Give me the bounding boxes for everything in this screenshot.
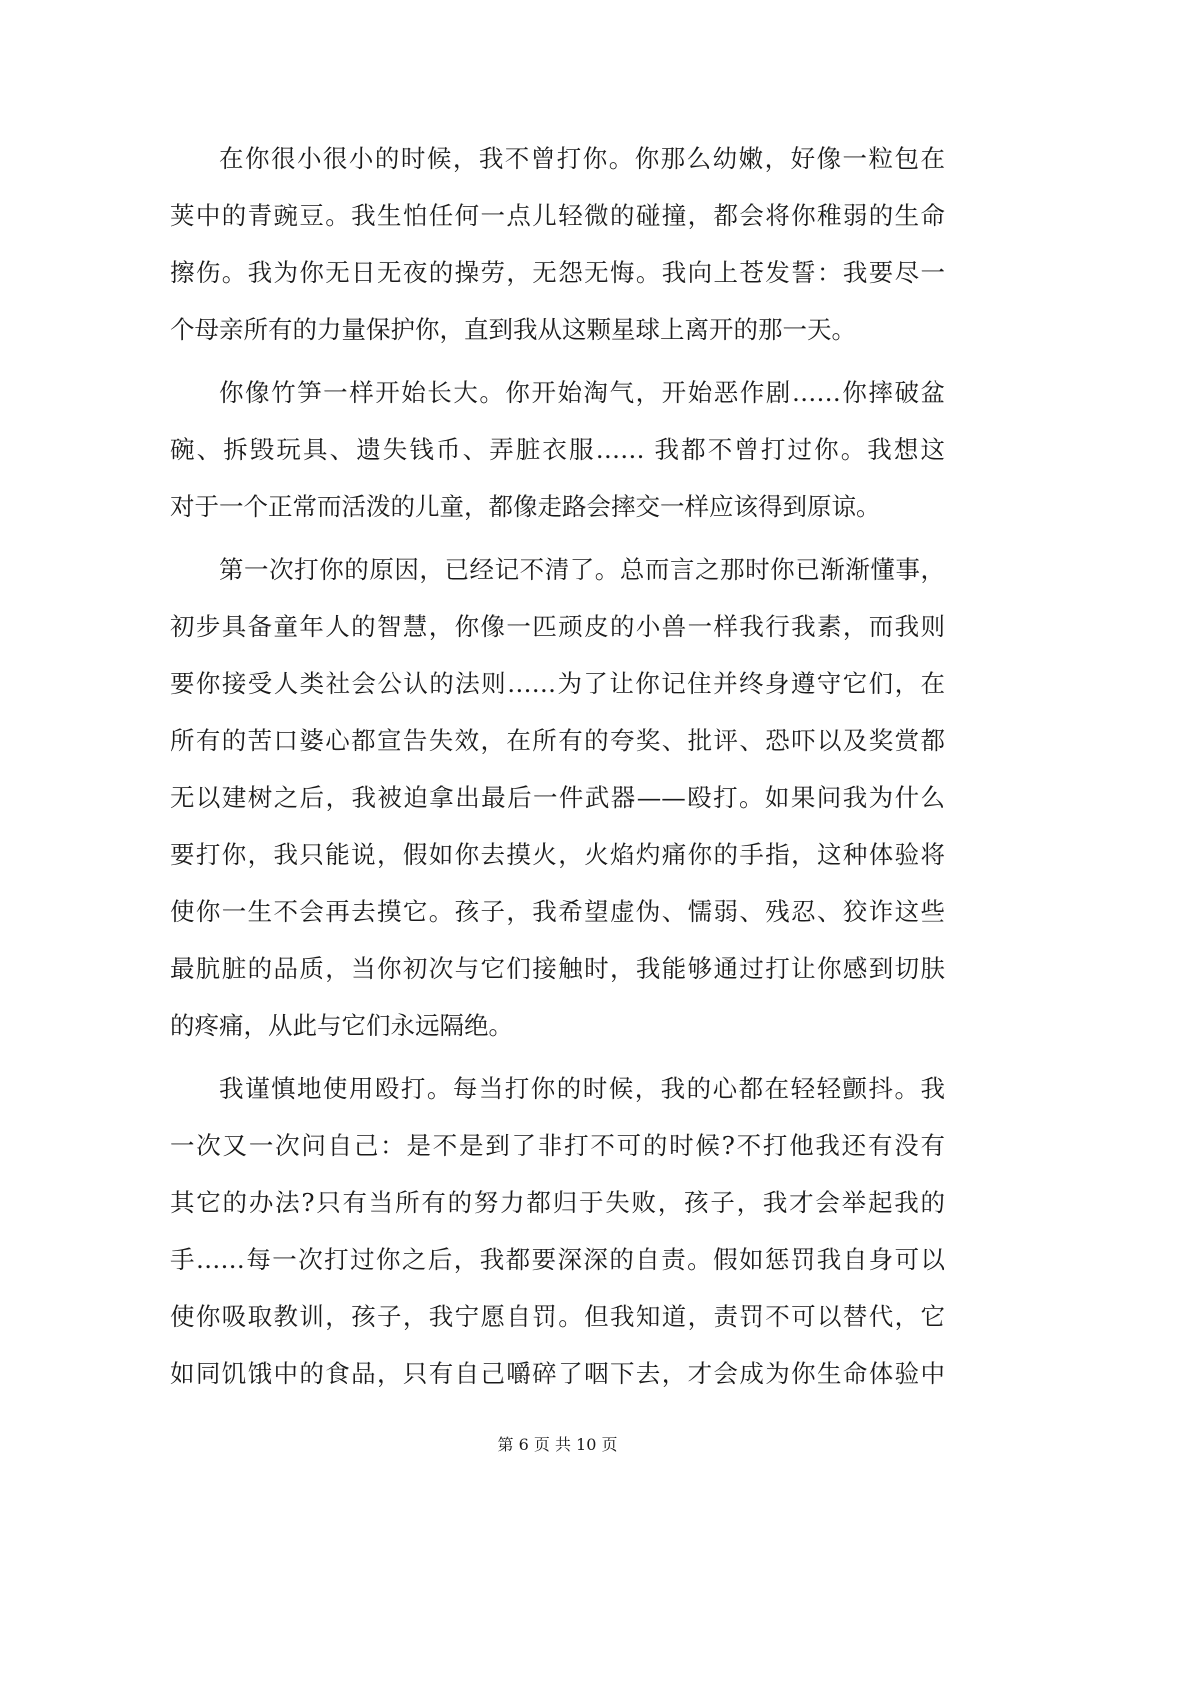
text-line: 荚中的青豌豆。我生怕任何一点儿轻微的碰撞，都会将你稚弱的生命 — [170, 201, 945, 230]
text-line: 无以建树之后，我被迫拿出最后一件武器——殴打。如果问我为什么 — [170, 783, 945, 812]
text-line: 要你接受人类社会公认的法则……为了让你记住并终身遵守它们，在 — [170, 669, 945, 698]
page-number-footer: 第 6 页 共 10 页 — [497, 1435, 618, 1454]
text-line: 其它的办法?只有当所有的努力都归于失败，孩子，我才会举起我的 — [170, 1188, 945, 1217]
text-line: 擦伤。我为你无日无夜的操劳，无怨无悔。我向上苍发誓：我要尽一 — [170, 258, 945, 287]
text-line: 手……每一次打过你之后，我都要深深的自责。假如惩罚我自身可以 — [170, 1245, 945, 1274]
text-line: 初步具备童年人的智慧，你像一匹顽皮的小兽一样我行我素，而我则 — [170, 612, 945, 641]
text-line: 如同饥饿中的食品，只有自己嚼碎了咽下去，才会成为你生命体验中 — [170, 1359, 945, 1388]
text-line: 你像竹笋一样开始长大。你开始淘气，开始恶作剧……你摔破盆 — [219, 378, 945, 407]
text-line: 一次又一次问自己：是不是到了非打不可的时候?不打他我还有没有 — [170, 1131, 945, 1160]
text-line: 我谨慎地使用殴打。每当打你的时候，我的心都在轻轻颤抖。我 — [219, 1074, 945, 1103]
text-line: 使你一生不会再去摸它。孩子，我希望虚伪、懦弱、残忍、狡诈这些 — [170, 897, 945, 926]
text-line: 要打你，我只能说，假如你去摸火，火焰灼痛你的手指，这种体验将 — [170, 840, 945, 869]
text-line: 在你很小很小的时候，我不曾打你。你那么幼嫩，好像一粒包在 — [219, 144, 945, 173]
document-body — [170, 130, 945, 1408]
text-line: 对于一个正常而活泼的儿童，都像走路会摔交一样应该得到原谅。 — [170, 492, 881, 521]
paragraph — [170, 1060, 945, 1402]
text-line: 碗、拆毁玩具、遗失钱币、弄脏衣服…… 我都不曾打过你。我想这 — [170, 435, 945, 464]
text-line: 使你吸取教训，孩子，我宁愿自罚。但我知道，责罚不可以替代，它 — [170, 1302, 945, 1331]
paragraph — [170, 541, 945, 1054]
text-line: 最肮脏的品质，当你初次与它们接触时，我能够通过打让你感到切肤 — [170, 954, 945, 983]
text-line: 第一次打你的原因，已经记不清了。总而言之那时你已渐渐懂事， — [219, 555, 945, 584]
paragraph — [170, 364, 945, 535]
text-line: 所有的苦口婆心都宣告失效，在所有的夸奖、批评、恐吓以及奖赏都 — [170, 726, 945, 755]
paragraph — [170, 130, 945, 358]
text-line: 个母亲所有的力量保护你，直到我从这颗星球上离开的那一天。 — [170, 315, 856, 344]
text-line: 的疼痛，从此与它们永远隔绝。 — [170, 1011, 513, 1040]
